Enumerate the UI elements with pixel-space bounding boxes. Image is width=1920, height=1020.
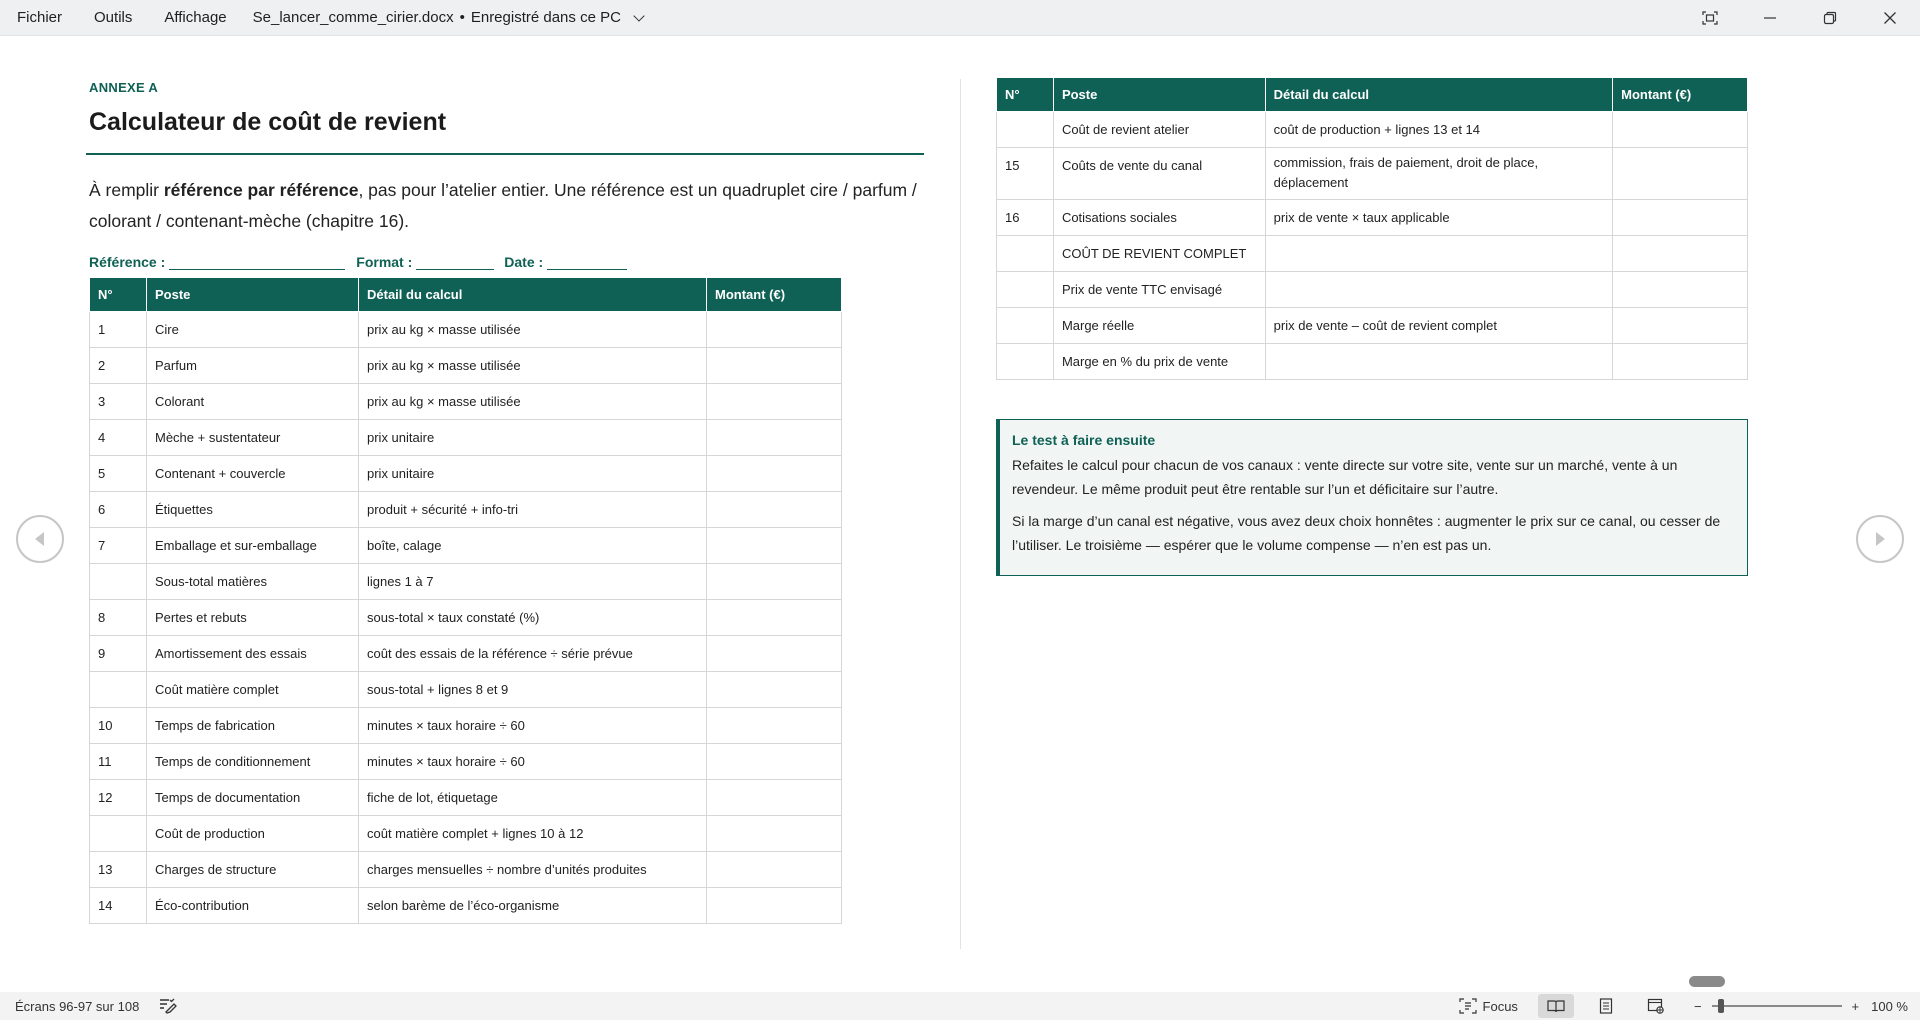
next-page-button[interactable]	[1856, 515, 1904, 563]
table-row	[90, 383, 842, 419]
cell-item: Contenant + couvercle	[147, 455, 359, 491]
cell-number	[997, 307, 1054, 343]
page-divider	[960, 79, 961, 949]
cell-detail: boîte, calage	[359, 527, 707, 563]
intro-text-start: À remplir	[89, 180, 164, 200]
intro-paragraph	[89, 175, 929, 237]
cell-amount[interactable]	[707, 851, 842, 887]
field-date-blank	[547, 256, 627, 270]
cell-number	[997, 111, 1054, 147]
table-row	[997, 199, 1748, 235]
proofing-button[interactable]	[157, 997, 177, 1015]
cell-item: Amortissement des essais	[147, 635, 359, 671]
cell-number: 4	[90, 419, 147, 455]
table-row	[90, 527, 842, 563]
menu-file[interactable]: Fichier	[17, 9, 63, 26]
page-count: Écrans 96-97 sur 108	[15, 998, 140, 1014]
field-format	[356, 254, 494, 270]
field-format-label: Format :	[356, 254, 413, 270]
cell-detail: coût matière complet + lignes 10 à 12	[359, 815, 707, 851]
field-format-blank	[416, 256, 494, 270]
cell-number	[90, 563, 147, 599]
table-row	[90, 455, 842, 491]
cell-amount[interactable]	[707, 563, 842, 599]
field-date-label: Date :	[504, 254, 544, 270]
cell-amount[interactable]	[707, 455, 842, 491]
cell-number: 16	[997, 199, 1054, 235]
table-row	[90, 707, 842, 743]
field-reference-blank	[169, 256, 345, 270]
table-row	[90, 671, 842, 707]
cell-item: Temps de documentation	[147, 779, 359, 815]
cost-table-right	[996, 78, 1748, 380]
cell-amount[interactable]	[707, 347, 842, 383]
cell-amount[interactable]	[707, 671, 842, 707]
cell-detail	[1265, 343, 1612, 379]
reference-fields	[89, 254, 927, 270]
table-row	[90, 419, 842, 455]
cell-item: Emballage et sur-emballage	[147, 527, 359, 563]
web-layout-button[interactable]	[1638, 994, 1674, 1018]
print-layout-icon	[1599, 998, 1613, 1014]
col-header-amount: Montant (€)	[1613, 78, 1748, 111]
cell-detail: sous-total × taux constaté (%)	[359, 599, 707, 635]
col-header-number: N°	[997, 78, 1054, 111]
cell-item: Temps de fabrication	[147, 707, 359, 743]
zoom-in-button[interactable]: +	[1851, 998, 1860, 1014]
cell-item: Marge réelle	[1053, 307, 1265, 343]
zoom-out-button[interactable]: −	[1693, 998, 1702, 1014]
field-reference	[89, 254, 345, 270]
cost-table-left	[89, 278, 842, 924]
cell-detail: prix au kg × masse utilisée	[359, 347, 707, 383]
cell-item: Sous-total matières	[147, 563, 359, 599]
focus-label: Focus	[1482, 998, 1518, 1014]
cell-number: 7	[90, 527, 147, 563]
cell-amount[interactable]	[707, 491, 842, 527]
cell-detail: sous-total + lignes 8 et 9	[359, 671, 707, 707]
callout-box	[996, 419, 1748, 576]
cell-number	[90, 671, 147, 707]
cell-amount[interactable]	[1613, 111, 1748, 147]
close-icon	[1883, 11, 1897, 25]
annex-label: ANNEXE A	[89, 80, 159, 95]
chevron-down-icon	[633, 10, 644, 21]
horizontal-scrollbar[interactable]	[0, 972, 1920, 990]
table-row	[90, 743, 842, 779]
title-bar	[0, 0, 1920, 36]
cell-detail: prix unitaire	[359, 455, 707, 491]
minimize-icon	[1763, 11, 1777, 25]
cell-amount[interactable]	[707, 383, 842, 419]
cell-number: 2	[90, 347, 147, 383]
page-title: Calculateur de coût de revient	[89, 108, 447, 136]
table-header-row	[997, 78, 1748, 111]
cell-detail: prix au kg × masse utilisée	[359, 311, 707, 347]
cell-detail: coût des essais de la référence ÷ série prévue	[359, 635, 707, 671]
read-mode-button[interactable]	[1538, 994, 1574, 1018]
print-layout-button[interactable]	[1588, 994, 1624, 1018]
zoom-control	[1694, 999, 1920, 1014]
cell-item: Coût de production	[147, 815, 359, 851]
cell-item: Cotisations sociales	[1053, 199, 1265, 235]
zoom-slider-thumb[interactable]	[1718, 999, 1724, 1013]
title-separator: •	[459, 9, 465, 26]
fullscreen-icon	[1702, 11, 1718, 25]
cell-number	[90, 815, 147, 851]
cell-amount[interactable]	[707, 743, 842, 779]
table-row	[997, 307, 1748, 343]
scrollbar-thumb[interactable]	[1689, 976, 1725, 987]
cell-number: 12	[90, 779, 147, 815]
cell-detail: minutes × taux horaire ÷ 60	[359, 743, 707, 779]
cell-amount[interactable]	[707, 779, 842, 815]
cell-number: 3	[90, 383, 147, 419]
title-rule	[86, 153, 924, 155]
document-filename: Se_lancer_comme_cirier.docx	[252, 9, 454, 26]
table-row	[90, 347, 842, 383]
cell-detail: prix unitaire	[359, 419, 707, 455]
next-page-icon	[1872, 530, 1888, 548]
cell-detail: prix de vente × taux applicable	[1265, 199, 1612, 235]
cell-amount[interactable]	[707, 815, 842, 851]
menu-tools[interactable]: Outils	[94, 9, 133, 26]
table-header-row	[90, 278, 842, 311]
cell-detail: prix au kg × masse utilisée	[359, 383, 707, 419]
restore-button[interactable]	[1800, 0, 1860, 36]
cell-amount[interactable]	[707, 599, 842, 635]
cell-amount[interactable]	[707, 887, 842, 923]
cell-amount[interactable]	[1613, 343, 1748, 379]
cell-item: Marge en % du prix de vente	[1053, 343, 1265, 379]
field-date	[504, 254, 627, 270]
cell-detail: selon barème de l’éco-organisme	[359, 887, 707, 923]
callout-title: Le test à faire ensuite	[1012, 432, 1156, 448]
col-header-item: Poste	[147, 278, 359, 311]
cell-amount[interactable]	[1613, 199, 1748, 235]
callout-paragraph: Si la marge d’un canal est négative, vous avez deux choix honnêtes : augmenter le prix sur ce canal, ou cesser de l’utiliser. Le troisième — espérer que le volume compense — n’en est pas un.	[1012, 513, 1721, 553]
zoom-slider[interactable]	[1712, 1005, 1842, 1007]
table-row	[90, 491, 842, 527]
cell-item: Parfum	[147, 347, 359, 383]
cell-item: Colorant	[147, 383, 359, 419]
cell-item: Mèche + sustentateur	[147, 419, 359, 455]
prev-page-button[interactable]	[16, 515, 64, 563]
zoom-level[interactable]: 100 %	[1871, 998, 1908, 1014]
proofing-icon	[157, 997, 177, 1015]
left-page	[89, 80, 927, 924]
cell-detail: prix de vente – coût de revient complet	[1265, 307, 1612, 343]
cell-item: Coût matière complet	[147, 671, 359, 707]
cell-item: Pertes et rebuts	[147, 599, 359, 635]
cell-amount[interactable]	[1613, 235, 1748, 271]
table-row	[997, 111, 1748, 147]
cell-item: COÛT DE REVIENT COMPLET	[1053, 235, 1265, 271]
cell-number: 1	[90, 311, 147, 347]
cell-number: 15	[997, 147, 1054, 199]
intro-text-end: , pas pour l’atelier entier. Une référence est un quadruplet cire / parfum / colorant / contenant-mèche (chapitre 16).	[89, 180, 917, 231]
cell-number: 10	[90, 707, 147, 743]
cell-amount[interactable]	[707, 707, 842, 743]
table-row	[90, 779, 842, 815]
cell-number: 13	[90, 851, 147, 887]
focus-button[interactable]	[1459, 998, 1518, 1014]
document-title-button[interactable]	[253, 9, 643, 26]
table-row	[997, 343, 1748, 379]
cell-detail	[1265, 271, 1612, 307]
status-bar	[0, 992, 1920, 1020]
cell-amount[interactable]	[707, 419, 842, 455]
restore-icon	[1823, 11, 1837, 25]
table-row	[90, 635, 842, 671]
table-row	[997, 147, 1748, 199]
callout-paragraph: Refaites le calcul pour chacun de vos canaux : vente directe sur votre site, vente sur un marché, vente à un revendeur. Le même produit peut être rentable sur l’un et déficitaire sur l’autre.	[1012, 457, 1678, 497]
fullscreen-button[interactable]	[1680, 0, 1740, 36]
cell-number	[997, 235, 1054, 271]
table-row	[90, 815, 842, 851]
cell-number: 6	[90, 491, 147, 527]
cell-item: Coût de revient atelier	[1053, 111, 1265, 147]
cell-item: Charges de structure	[147, 851, 359, 887]
cell-number: 14	[90, 887, 147, 923]
cell-detail: coût de production + lignes 13 et 14	[1265, 111, 1612, 147]
col-header-item: Poste	[1053, 78, 1265, 111]
document-pages	[0, 37, 1920, 972]
cell-number: 5	[90, 455, 147, 491]
cell-detail: minutes × taux horaire ÷ 60	[359, 707, 707, 743]
cell-detail: produit + sécurité + info-tri	[359, 491, 707, 527]
cell-item: Étiquettes	[147, 491, 359, 527]
intro-text-bold: référence par référence	[163, 180, 359, 200]
cell-amount[interactable]	[707, 635, 842, 671]
cell-amount[interactable]	[1613, 147, 1748, 199]
table-row	[90, 851, 842, 887]
cell-item: Coûts de vente du canal	[1053, 147, 1265, 199]
cell-item: Temps de conditionnement	[147, 743, 359, 779]
cell-number	[997, 271, 1054, 307]
prev-page-icon	[32, 530, 48, 548]
table-row	[90, 311, 842, 347]
table-row	[90, 599, 842, 635]
table-row	[90, 563, 842, 599]
cell-amount[interactable]	[1613, 271, 1748, 307]
cell-number: 8	[90, 599, 147, 635]
cell-item: Cire	[147, 311, 359, 347]
right-page	[996, 78, 1748, 380]
cell-number: 9	[90, 635, 147, 671]
cell-detail	[1265, 235, 1612, 271]
col-header-detail: Détail du calcul	[1265, 78, 1612, 111]
cell-detail: charges mensuelles ÷ nombre d’unités produites	[359, 851, 707, 887]
web-layout-icon	[1647, 998, 1665, 1014]
cell-item: Éco-contribution	[147, 887, 359, 923]
cell-amount[interactable]	[707, 527, 842, 563]
cell-item: Prix de vente TTC envisagé	[1053, 271, 1265, 307]
cell-detail: commission, frais de paiement, droit de place, déplacement	[1265, 147, 1612, 199]
table-row	[997, 271, 1748, 307]
read-mode-icon	[1547, 999, 1565, 1013]
cell-amount[interactable]	[1613, 307, 1748, 343]
cell-number	[997, 343, 1054, 379]
cell-detail: fiche de lot, étiquetage	[359, 779, 707, 815]
cell-number: 11	[90, 743, 147, 779]
col-header-detail: Détail du calcul	[359, 278, 707, 311]
cell-detail: lignes 1 à 7	[359, 563, 707, 599]
col-header-number: N°	[90, 278, 147, 311]
menu-view[interactable]: Affichage	[164, 9, 227, 26]
col-header-amount: Montant (€)	[707, 278, 842, 311]
cell-amount[interactable]	[707, 311, 842, 347]
save-status: Enregistré dans ce PC	[470, 9, 621, 26]
close-button[interactable]	[1860, 0, 1920, 36]
minimize-button[interactable]	[1740, 0, 1800, 36]
table-row	[997, 235, 1748, 271]
table-row	[90, 887, 842, 923]
focus-icon	[1459, 998, 1477, 1014]
field-reference-label: Référence :	[89, 254, 166, 270]
